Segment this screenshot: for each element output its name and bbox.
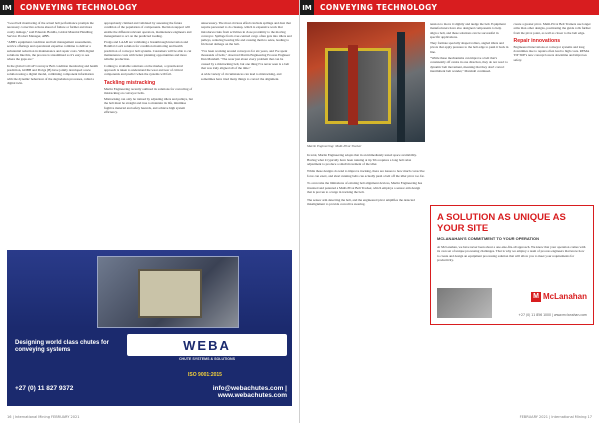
ad-body: At McLanahan, we have never been about a one-size-fits-all approach. We know that your operation comes with its own set of unique processing challenges. That is why we employ a team of process engineers that know how to create and design an equipment processing solution that will allow you to meet your requirements for productivity. <box>437 245 586 262</box>
paragraph: While these designs do tend to improve tracking, there are issues to how much corrective force can exert, and short running belts can actually push a belt off the idler pivot too far. <box>307 169 425 178</box>
weba-logo: WEBA <box>127 334 287 356</box>
paragraph: "ABB's equipment condition and belt management assessments, service offerings and operational expertise combine to deliver a substantial reduction in maintenance and repair costs. With digital solutions like this, the process is streamlined so it's easy to see where the gaps are." <box>7 40 95 62</box>
paragraph: A wide variety of circumstances can lead to mistracking, and sometimes have tried many things to correct the alignment. <box>201 72 282 81</box>
ad-contact[interactable]: +27 (0) 11 856 1000 | www.mclanahan.com <box>518 313 587 318</box>
article-column-3 <box>201 21 292 116</box>
paragraph: In total, Martin Engineering adopts that in an immediately tested space availability. Having what it typically have been running at tip Tris requires a long belt relax adjustment to produce a small movement of the idler. <box>307 153 417 166</box>
paragraph: Prolga and LAAB are validating a breakthrough innovation and Bonilla's LaaS solution for condition monitoring and health prediction of conveyor belt systems. Customers will be able to cut maintenance costs with better planning opportunities and more reliable production. <box>104 40 192 62</box>
weba-advertisement[interactable] <box>7 250 292 406</box>
tracker-photo <box>307 22 425 142</box>
ad-phone: +27 (0) 11 827 9372 <box>15 385 74 392</box>
page-footer: FEBRUARY 2021 | International Mining 17 <box>519 415 592 419</box>
ad-subheadline: MCLANAHAN'S COMMITMENT TO YOUR OPERATION <box>437 236 540 241</box>
paragraph: "Good belt monitoring of the actual belt performance prompts the necessary corrective actions ahead of failure or further and more costly damage," said Eduardo Bonilla, Global Material Handling Service Product Manager, ABB. <box>7 21 94 38</box>
section-title: CONVEYING TECHNOLOGY <box>20 3 138 12</box>
subheading-repair-innovations: Repair innovations <box>513 37 561 44</box>
paragraph: "I've been working around conveyors for six years, and I've spent thousands of belts," observed Martin Engineering Process Engineer Dan Marshall. "The wear just about every problem that can be caused by a mistracking belt, but one thing I've never seen is a belt that was truly aligned all of the time." <box>201 48 291 70</box>
page-footer: 16 | International Mining FEBRUARY 2021 <box>7 415 80 419</box>
article-lower-column <box>307 150 425 209</box>
paragraph: In the global ColCaP Conveyor Belt condition monitoring and health prediction, GDBB and Prolga (B) have jointly developed a new solution using a digital model, combining component information with the dynamic behaviour of the degradation processes, called a digital twin. <box>7 63 98 85</box>
paragraph: appropriately claimed and validated by assessing the future condition of the population of components. Decision support will enable the different relevant operators, maintenance engineers and management to act on the predicted loading. <box>104 21 192 38</box>
section-title: CONVEYING TECHNOLOGY <box>320 3 438 12</box>
ad-email-website[interactable]: info@webachutes.com | www.webachutes.com <box>212 385 287 399</box>
photo-caption: Martin Engineering: Multi-Pivot Tracker <box>307 144 362 148</box>
chute-photo <box>97 256 239 328</box>
article-column-2 <box>514 22 593 75</box>
article-column-1 <box>7 21 98 116</box>
magazine-logo: IM <box>0 0 14 15</box>
paragraph: "While these mechanisms can improve a belt that's consistently off centre in one direction, they do not react to dynamic belt movement, meaning that they don't correct intermittent belt wander," Marshall continued. <box>430 56 508 73</box>
magazine-logo: IM <box>300 0 314 15</box>
article-columns <box>0 15 299 116</box>
article-columns <box>430 22 592 75</box>
ad-tagline: Designing world class chutes for conveying systems <box>15 340 110 353</box>
article-column-2 <box>104 21 195 116</box>
ad-headline: A SOLUTION AS UNIQUE AS YOUR SITE <box>437 212 566 234</box>
section-header <box>0 0 299 15</box>
paragraph: Mistracking can only be trained by adjusting idlers and pulleys, but the belt must be straight and true to maintain its life, minimise fugitive material and safety hazards, and achieve high system efficiency. <box>104 97 193 115</box>
right-page <box>300 0 599 423</box>
equipment-image <box>437 288 492 318</box>
paragraph: Martin Engineering recently outlined its solutions for correcting of mistracking on conveyor belts. <box>104 86 193 95</box>
paragraph: The sensor arm detecting the belt, and the engineered pivot amplifies the detected misalignment to provide corrective steering. <box>307 197 415 206</box>
paragraph: Engineered innovations at conveyor systems and long downtimes due to repairs often lead to high costs. REMA TIP TOP's new concept lowers downtime and improves safety. <box>513 44 590 62</box>
article-column-1 <box>430 22 509 75</box>
mclanahan-advertisement[interactable] <box>430 205 594 325</box>
mclanahan-logo: M McLanahan <box>531 292 587 302</box>
weba-logo-subtitle: CHUTE SYSTEMS & SOLUTIONS <box>178 357 236 361</box>
subheading-tackling-mistracking: Tackling mistracking <box>104 79 156 86</box>
paragraph: create a greater pivot. Multi-Pivot Belt Trainers use longer arms than other designs, positioning the guide rolls further from the pivot point, as well as closer to the belt edge. <box>513 22 591 35</box>
section-header <box>300 0 599 15</box>
paragraph: tension to move it slightly and nudge the belt. Equipment manufacturers have also designed components to help align a belt, and these solutions can be successful in specific applications. <box>430 22 506 39</box>
paragraph: Coming to available solutions on the market, a system-level approach is taken to understand the wear and tear of critical components and predict when the systems will fail. <box>104 63 184 77</box>
paragraph: They formate specially shaped rollers, angled idlers and pivots that apply pressure to the belt edge to push it back in line. <box>430 41 509 54</box>
paragraph: unnecessary. The most obvious effects include spillage and dust that require personnel to do cleanup, which is expensive work that introduces risks from activities in close proximity to the moving conveyor. Spillage from over-centred cargo often gets into idlers and pulleys, reducing bearing life and causing them to seize, leading to frictional damage on the belt. <box>201 21 292 47</box>
iso-certification: ISO 9001:2015 <box>188 372 222 378</box>
paragraph: To overcome the limitations of existing belt alignment devices, Martin Engineering has invented and patented a Multi-Pivot Belt Tracker, which employs a sensor arm design that is proven to a large in tracking the belt. <box>307 181 423 194</box>
